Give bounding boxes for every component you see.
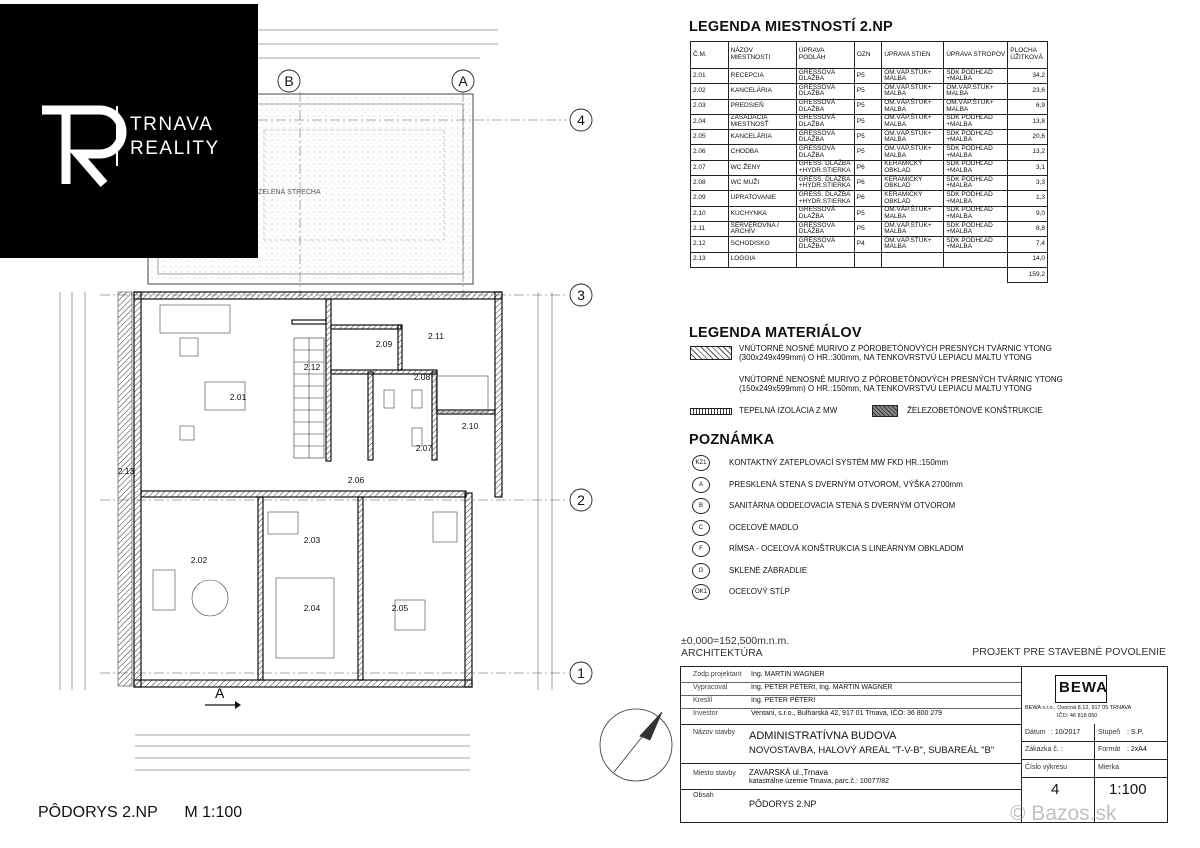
table-row (691, 69, 1048, 84)
order-label: Zákazka č. (1025, 746, 1059, 753)
table-cell-area: 20,6 (1008, 130, 1048, 145)
table-cell-ozn: P6 (854, 176, 881, 191)
project-stage: PROJEKT PRE STAVEBNÉ POVOLENIE (972, 646, 1166, 658)
note-tag-badge: KZ1 (692, 455, 710, 471)
table-cell-name: ZASADACIA MIESTNOSŤ (728, 114, 796, 129)
note-text: SANITÁRNA ODDEĽOVACIA STENA S DVERNÝM OTVOROM (729, 501, 956, 510)
drawing-number: 4 (1051, 781, 1060, 798)
title-block-divider (681, 695, 1021, 696)
materials-title: LEGENDA MATERIÁLOV (689, 325, 862, 341)
table-cell-wall: OM.VÁP.ŠTUK+ MALBA (882, 206, 944, 221)
table-cell-cm: 2.12 (691, 237, 729, 252)
table-cell-floor: GRESSOVÁ DLAŽBA (796, 99, 854, 114)
room-2-09: 2.09 (375, 339, 393, 349)
room-2-13: 2.13 (117, 466, 135, 476)
table-cell-ozn: P5 (854, 99, 881, 114)
table-cell-cm: 2.04 (691, 114, 729, 129)
table-cell-name: UPRATOVANIE (728, 191, 796, 206)
col-area: PLOCHA ÚŽITKOVÁ (1008, 42, 1048, 69)
logo-text-trnava: TRNAVA (130, 114, 214, 135)
room-2-11: 2.11 (428, 331, 444, 341)
table-cell-wall: OM.VÁP.ŠTUK+ MALBA (882, 130, 944, 145)
note-tag-badge: G (692, 563, 710, 579)
table-cell-cm: 2.08 (691, 176, 729, 191)
room-2-01: 2.01 (229, 392, 247, 402)
table-cell-area: 34,2 (1008, 69, 1048, 84)
plan-caption (38, 804, 242, 822)
table-cell-ceiling: SDK PODHĽAD +MALBA (944, 191, 1008, 206)
table-cell-ozn: P5 (854, 206, 881, 221)
table-row (691, 191, 1048, 206)
table-cell-ozn: P6 (854, 160, 881, 175)
col-name: NÁZOV MIESTNOSTI (728, 42, 796, 69)
table-cell-area: 3,1 (1008, 160, 1048, 175)
room-2-12: 2.12 (303, 362, 321, 372)
table-cell-name: KUCHYNKA (728, 206, 796, 221)
table-cell-floor: GRESS. DLAŽBA +HYDR.STIERKA (796, 176, 854, 191)
note-text: OCEĽOVÉ MADLO (729, 522, 799, 532)
table-cell-area: 13,2 (1008, 145, 1048, 160)
table-cell-ozn: P5 (854, 221, 881, 236)
table-cell-wall: OM.VÁP.ŠTUK+ MALBA (882, 145, 944, 160)
col-floor: ÚPRAVA PODLÁH (796, 42, 854, 69)
table-cell-name: WC MUŽI (728, 176, 796, 191)
place-line2: katastrálne územie Trnava, parc.č.: 10077/82 (749, 778, 890, 785)
room-2-06: 2.06 (347, 475, 365, 485)
building-line1: ADMINISTRATÍVNA BUDOVA (749, 730, 897, 742)
stage-value: : S.P. (1127, 729, 1144, 736)
table-cell-name: KANCELÁRIA (728, 84, 796, 99)
plan-caption-title: PÔDORYS 2.NP (38, 804, 158, 821)
scale-label: Mierka (1098, 764, 1120, 771)
date-value: : 10/2017 (1051, 729, 1081, 736)
table-cell-name: RECEPCIA (728, 69, 796, 84)
table-cell-cm: 2.02 (691, 84, 729, 99)
table-cell-ceiling: SDK PODHĽAD +MALBA (944, 237, 1008, 252)
title-block-label: Vypracoval (693, 684, 728, 691)
note-text: PRESKLENÁ STENA S DVERNÝM OTVOROM, VÝŠKA 2700mm (729, 479, 963, 489)
table-cell-ceiling: SDK PODHĽAD +MALBA (944, 221, 1008, 236)
rooms-legend-title: LEGENDA MIESTNOSTÍ 2.NP (689, 19, 893, 35)
table-cell-cm: 2.09 (691, 191, 729, 206)
furniture (153, 305, 488, 658)
table-cell-floor (796, 252, 854, 267)
table-cell-name: WC ŽENY (728, 160, 796, 175)
axis-label-2: 2 (577, 492, 585, 508)
table-cell-floor: GRESSOVÁ DLAŽBA (796, 130, 854, 145)
note-tag-badge: B (692, 498, 710, 514)
note-tag-badge: F (692, 541, 710, 557)
table-row (691, 221, 1048, 236)
table-cell-wall: OM.VÁP.ŠTUK+ MALBA (882, 237, 944, 252)
empty-cell (728, 267, 796, 282)
scale-value: 1:100 (1109, 781, 1147, 798)
table-cell-name: LOGGIA (728, 252, 796, 267)
table-cell-floor: GRESSOVÁ DLAŽBA (796, 84, 854, 99)
table-cell-ceiling (944, 252, 1008, 267)
room-2-08: 2.08 (413, 372, 431, 382)
order-value: : (1061, 746, 1063, 753)
swatch-bearing-wall (690, 346, 732, 360)
title-block-value: Ing. PETER PÉTERI, Ing. MARTIN WAGNER (751, 684, 893, 691)
table-row (691, 145, 1048, 160)
note-text: OCEĽOVÝ STĹP (729, 587, 790, 596)
format-value: : 2xA4 (1127, 746, 1147, 753)
loggia-cladding (118, 292, 132, 686)
table-cell-ozn (854, 252, 881, 267)
col-cm: Č.M. (691, 42, 729, 69)
stage-label: Stupeň (1098, 729, 1121, 736)
table-cell-wall: KERAMICKÝ OBKLAD (882, 160, 944, 175)
empty-cell (882, 267, 944, 282)
table-cell-name: PREDSIEŇ (728, 99, 796, 114)
notes-title: POZNÁMKA (689, 432, 775, 448)
table-cell-ceiling: SDK PODHĽAD +MALBA (944, 69, 1008, 84)
table-cell-wall (882, 252, 944, 267)
date-label: Dátum (1025, 729, 1046, 736)
north-arrow-icon (600, 709, 672, 781)
table-row (691, 114, 1048, 129)
table-cell-cm: 2.06 (691, 145, 729, 160)
title-block-label: Investor (693, 710, 718, 717)
bazos-watermark: © Bazos.sk (1010, 802, 1117, 825)
title-block-label: Kreslil (693, 697, 713, 704)
table-cell-ozn: P5 (854, 69, 881, 84)
company-ico: IČO: 46 818 050 (1057, 713, 1098, 719)
table-cell-wall: OM.VÁP.ŠTUK+ MALBA (882, 114, 944, 129)
table-cell-floor: GRESSOVÁ DLAŽBA (796, 69, 854, 84)
material-2-line2: (150x249x599mm) O HR.:150mm, NA TENKOVRSTVÚ LEPIACU MALTU YTONG (739, 384, 1032, 393)
table-cell-cm: 2.03 (691, 99, 729, 114)
room-2-03: 2.03 (303, 535, 321, 545)
table-cell-wall: KERAMICKÝ OBKLAD (882, 191, 944, 206)
plan-caption-scale: M 1:100 (184, 804, 243, 821)
table-cell-area: 13,8 (1008, 114, 1048, 129)
company-address: BEWA s.r.o., Ovocná 8,12, 917 05 TRNAVA (1025, 705, 1132, 711)
table-cell-floor: GRESSOVÁ DLAŽBA (796, 114, 854, 129)
company-name: BEWA (1059, 679, 1108, 696)
col-wall: ÚPRAVA STIEN (882, 42, 944, 69)
building-line2: NOVOSTAVBA, HALOVÝ AREÁL "T-V-B", SUBAREÁL "B" (749, 745, 995, 756)
table-cell-floor: GRESSOVÁ DLAŽBA (796, 237, 854, 252)
table-cell-area: 14,0 (1008, 252, 1048, 267)
table-cell-area: 1,3 (1008, 191, 1048, 206)
table-cell-ceiling: SDK PODHĽAD +MALBA (944, 176, 1008, 191)
table-cell-ceiling: OM.VÁP.ŠTUK+ MALBA (944, 84, 1008, 99)
table-row (691, 160, 1048, 175)
table-cell-floor: GRESSOVÁ DLAŽBA (796, 221, 854, 236)
table-cell-ozn: P6 (854, 191, 881, 206)
material-concrete: ŽELEZOBETÓNOVÉ KONŠTRUKCIE (907, 406, 1043, 415)
room-2-10: 2.10 (461, 421, 479, 431)
axis-label-A: A (458, 73, 468, 89)
axis-label-4: 4 (577, 112, 585, 128)
room-2-07: 2.07 (415, 443, 433, 453)
table-cell-cm: 2.10 (691, 206, 729, 221)
walls (134, 292, 502, 687)
swatch-insulation (690, 408, 732, 415)
table-cell-ceiling: SDK PODHĽAD +MALBA (944, 130, 1008, 145)
note-text: SKLENÉ ZÁBRADLIE (729, 565, 808, 575)
material-insulation: TEPELNÁ IZOLÁCIA Z MW (739, 406, 838, 415)
building-label: Názov stavby (693, 729, 736, 736)
axis-label-3: 3 (577, 287, 585, 303)
title-block-label: Zodp.projektant (693, 671, 742, 678)
material-1-line1: VNÚTORNÉ NOSNÉ MURIVO Z PÓROBETÓNOVÝCH PRESNÝCH TVÁRNIC YTONG (739, 344, 1052, 353)
table-row (691, 176, 1048, 191)
material-1-line2: (300x249x499mm) O HR.:300mm, NA TENKOVRSTVÚ LEPIACU MALTU YTONG (739, 353, 1032, 362)
note-tag-badge: OK1 (692, 584, 710, 600)
table-cell-wall: OM.VÁP.ŠTUK+ MALBA (882, 99, 944, 114)
note-text: RÍMSA - OCEĽOVÁ KONŠTRUKCIA S LINEÁRNYM OBKLADOM (729, 544, 964, 553)
room-2-04: 2.04 (303, 603, 321, 613)
room-2-02: 2.02 (190, 555, 208, 565)
material-2-line1: VNÚTORNÉ NENOSNÉ MURIVO Z PÓROBETÓNOVÝCH PRESNÝCH TVÁRNIC YTONG (739, 375, 1063, 384)
table-cell-area: 23,6 (1008, 84, 1048, 99)
table-row-total (691, 267, 1048, 282)
rooms-legend-table (690, 41, 1048, 283)
table-cell-cm: 2.05 (691, 130, 729, 145)
title-block-value: Ing. PETER PÉTERI (751, 697, 816, 704)
table-cell-name: SERVEROVŇA / ARCHÍV (728, 221, 796, 236)
table-cell-floor: GRESS. DLAŽBA +HYDR.STIERKA (796, 191, 854, 206)
table-cell-ozn: P4 (854, 237, 881, 252)
table-cell-name: SCHODISKO (728, 237, 796, 252)
table-row (691, 252, 1048, 267)
table-cell-ceiling: SDK PODHĽAD +MALBA (944, 114, 1008, 129)
table-cell-name: CHODBA (728, 145, 796, 160)
room-2-05: 2.05 (391, 603, 409, 613)
table-cell-cm: 2.07 (691, 160, 729, 175)
place-line1: ZAVARSKÁ ul.,Trnava (749, 768, 828, 777)
table-cell-ceiling: SDK PODHĽAD +MALBA (944, 145, 1008, 160)
svg-text:A: A (215, 685, 225, 701)
table-cell-cm: 2.13 (691, 252, 729, 267)
section-marker-icon (205, 685, 241, 709)
drawing-number-label: Číslo výkresu (1025, 764, 1068, 771)
table-cell-ozn: P5 (854, 130, 881, 145)
empty-cell (796, 267, 854, 282)
table-cell-floor: GRESS. DLAŽBA +HYDR.STIERKA (796, 160, 854, 175)
table-row (691, 206, 1048, 221)
empty-cell (854, 267, 881, 282)
table-cell-area: 7,4 (1008, 237, 1048, 252)
note-text: KONTAKTNÝ ZATEPLOVACÍ SYSTÉM MW FKD HR.:150mm (729, 458, 949, 467)
logo-text-reality: REALITY (130, 138, 220, 159)
table-cell-cm: 2.11 (691, 221, 729, 236)
table-cell-ceiling: OM.VÁP.ŠTUK+ MALBA (944, 99, 1008, 114)
table-cell-wall: KERAMICKÝ OBKLAD (882, 176, 944, 191)
level-note: ±0,000=152,500m.n.m. (681, 635, 790, 647)
table-cell-name: KANCELÁRIA (728, 130, 796, 145)
discipline: ARCHITEKTÚRA (681, 647, 763, 659)
table-row (691, 99, 1048, 114)
table-cell-ozn: P5 (854, 145, 881, 160)
format-label: Formát (1098, 746, 1121, 753)
table-cell-area: 8,8 (1008, 221, 1048, 236)
table-cell-wall: OM.VÁP.ŠTUK+ MALBA (882, 221, 944, 236)
title-block (680, 666, 1168, 823)
place-label: Miesto stavby (693, 770, 736, 777)
green-roof-label: ZELENÁ STRECHA (258, 189, 321, 196)
col-ceiling: ÚPRAVA STROPOV (944, 42, 1008, 69)
total-area: 159,2 (1008, 267, 1048, 282)
table-cell-cm: 2.01 (691, 69, 729, 84)
rooms-legend-rows (691, 69, 1048, 283)
empty-cell (691, 267, 729, 282)
empty-cell (944, 267, 1008, 282)
table-cell-area: 9,0 (1008, 206, 1048, 221)
table-cell-area: 6,9 (1008, 99, 1048, 114)
table-row (691, 237, 1048, 252)
table-cell-area: 3,3 (1008, 176, 1048, 191)
content-value: PÔDORYS 2.NP (749, 799, 817, 809)
content-label: Obsah (693, 792, 714, 799)
axis-label-B: B (284, 73, 294, 89)
table-cell-ozn: P5 (854, 114, 881, 129)
title-block-value: Ventani, s.r.o., Bulharská 42, 917 01 Trnava, IČO: 36 800 279 (751, 710, 943, 717)
staircase (294, 338, 324, 458)
table-cell-ceiling: SDK PODHĽAD +MALBA (944, 206, 1008, 221)
table-cell-ceiling: SDK PODHĽAD +MALBA (944, 160, 1008, 175)
table-cell-wall: OM.VÁP.ŠTUK+ MALBA (882, 84, 944, 99)
swatch-concrete (872, 405, 898, 417)
col-ozn: OZN (854, 42, 881, 69)
logo (0, 4, 258, 258)
table-row (691, 130, 1048, 145)
axis-label-1: 1 (577, 665, 585, 681)
title-block-value: Ing. MARTIN WAGNER (751, 671, 825, 678)
table-cell-wall: OM.VÁP.ŠTUK+ MALBA (882, 69, 944, 84)
note-tag-badge: A (692, 477, 710, 493)
table-cell-floor: GRESSOVÁ DLAŽBA (796, 145, 854, 160)
table-row (691, 84, 1048, 99)
note-tag-badge: C (692, 520, 710, 536)
table-cell-ozn: P5 (854, 84, 881, 99)
table-cell-floor: GRESSOVÁ DLAŽBA (796, 206, 854, 221)
